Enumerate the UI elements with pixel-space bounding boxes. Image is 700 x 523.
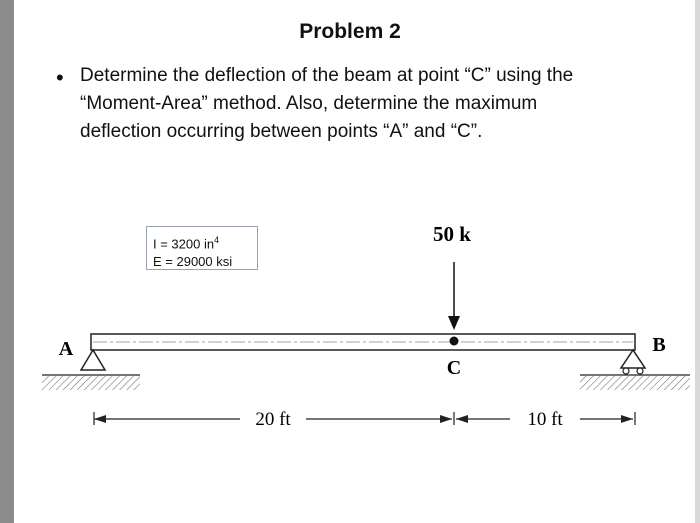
dim-right-label: 10 ft bbox=[527, 409, 563, 430]
pin-support-icon bbox=[81, 350, 105, 370]
statement-line: “Moment-Area” method. Also, determine the maximum bbox=[80, 93, 538, 114]
inertia-value: I = 3200 in bbox=[153, 236, 215, 252]
dim-arrow-icon bbox=[440, 415, 452, 423]
point-c-label: C bbox=[446, 357, 462, 379]
ground-hatch-a bbox=[42, 376, 140, 390]
load-arrow-head bbox=[448, 316, 460, 330]
point-a-label: A bbox=[58, 338, 74, 360]
statement-line: Determine the deflection of the beam at point “C” using the bbox=[80, 65, 574, 86]
point-c-marker bbox=[450, 337, 459, 346]
load-label: 50 k bbox=[433, 222, 471, 246]
roller-wheel-icon bbox=[637, 368, 643, 374]
roller-wheel-icon bbox=[623, 368, 629, 374]
ground-hatch-b bbox=[580, 376, 690, 390]
dim-arrow-icon bbox=[94, 415, 106, 423]
roller-support-icon bbox=[621, 350, 645, 368]
modulus-value: E = 29000 ksi bbox=[153, 254, 233, 270]
dim-left-label: 20 ft bbox=[255, 409, 291, 430]
bullet-icon: • bbox=[56, 65, 64, 90]
dim-arrow-icon bbox=[456, 415, 468, 423]
statement-line: deflection occurring between points “A” and “C”. bbox=[80, 121, 483, 142]
problem-title: Problem 2 bbox=[299, 20, 401, 43]
dim-arrow-icon bbox=[621, 415, 633, 423]
inertia-exponent: 4 bbox=[214, 235, 220, 245]
point-b-label: B bbox=[652, 334, 666, 356]
